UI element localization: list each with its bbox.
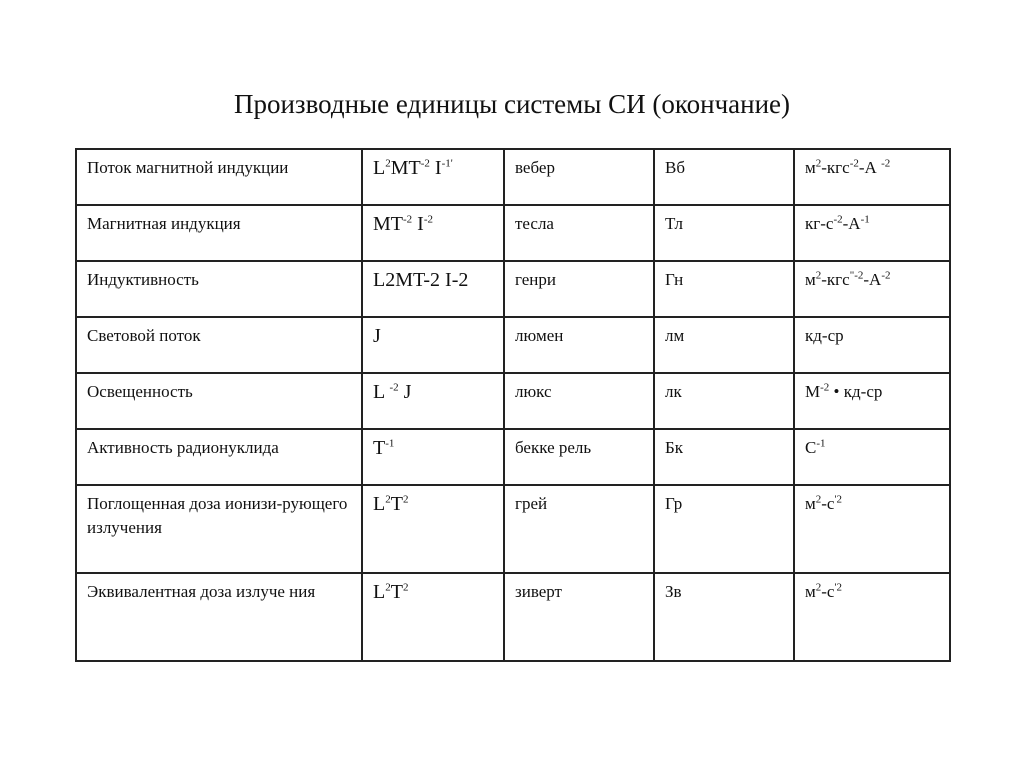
formula-text: -А (863, 270, 882, 289)
formula-text: -с (821, 582, 835, 601)
table-row (76, 317, 950, 373)
unit-expression (794, 261, 950, 317)
superscript-exponent: -2 (833, 213, 843, 226)
unit-expression (794, 149, 950, 205)
superscript-exponent: -2 (423, 213, 434, 226)
table-row (76, 149, 950, 205)
superscript-exponent: 2 (385, 157, 391, 170)
formula-text: С (805, 438, 817, 457)
quantity-name: Поток магнитной индукции (76, 149, 362, 205)
table-row (76, 573, 950, 661)
unit-name: зиверт (504, 573, 654, 661)
dimension-formula (362, 373, 504, 429)
formula-text: • кд-ср (829, 382, 883, 401)
dimension-formula (362, 149, 504, 205)
superscript-exponent: 2 (385, 493, 391, 506)
unit-symbol: Гр (654, 485, 794, 573)
formula-text: L (373, 493, 386, 515)
dimension-formula (362, 205, 504, 261)
superscript-exponent: 2 (815, 581, 822, 594)
quantity-name: Поглощенная доза ионизи-рующего излучения (76, 485, 362, 573)
table-body (76, 149, 950, 661)
superscript-exponent: 2 (815, 157, 822, 170)
dimension-formula (362, 485, 504, 573)
superscript-exponent: '2 (834, 493, 842, 506)
page-title: Производные единицы системы СИ (окончание) (233, 89, 791, 119)
quantity-name: Эквивалентная доза излуче ния (76, 573, 362, 661)
formula-text: М (805, 382, 821, 401)
superscript-exponent: -1 (385, 437, 395, 450)
formula-text: J (373, 325, 381, 347)
formula-text: L (373, 581, 386, 603)
formula-text: м (805, 270, 816, 289)
superscript-exponent: -2 (881, 157, 891, 170)
si-units-table (75, 148, 951, 662)
unit-symbol: Бк (654, 429, 794, 485)
unit-expression (794, 485, 950, 573)
unit-expression (794, 317, 950, 373)
unit-name: люмен (504, 317, 654, 373)
dimension-formula (362, 317, 504, 373)
formula-text: I (412, 213, 424, 235)
unit-name: генри (504, 261, 654, 317)
superscript-exponent: '2 (834, 581, 842, 594)
unit-symbol: Вб (654, 149, 794, 205)
superscript-exponent: 2 (402, 493, 409, 506)
superscript-exponent: "-2 (849, 269, 864, 282)
quantity-name: Магнитная индукция (76, 205, 362, 261)
unit-symbol: лм (654, 317, 794, 373)
formula-text: -А (842, 214, 861, 233)
superscript-exponent: -2 (389, 381, 399, 394)
formula-text: L (373, 381, 390, 403)
superscript-exponent: 2 (815, 269, 822, 282)
unit-name: тесла (504, 205, 654, 261)
unit-name: грей (504, 485, 654, 573)
quantity-name: Индуктивность (76, 261, 362, 317)
table-row (76, 485, 950, 573)
formula-text: J (398, 381, 412, 403)
superscript-exponent: 2 (402, 581, 409, 594)
formula-text: T (390, 493, 403, 515)
unit-expression (794, 429, 950, 485)
quantity-name: Освещенность (76, 373, 362, 429)
superscript-exponent: -2 (881, 269, 891, 282)
formula-text: MT (373, 213, 403, 235)
quantity-name: Световой поток (76, 317, 362, 373)
unit-name: люкс (504, 373, 654, 429)
formula-text: -кгс (821, 158, 850, 177)
table-row (76, 205, 950, 261)
formula-text: кг-с (805, 214, 834, 233)
table-row (76, 429, 950, 485)
superscript-exponent: 2 (385, 581, 391, 594)
unit-expression (794, 373, 950, 429)
table-row (76, 261, 950, 317)
table-row (76, 373, 950, 429)
superscript-exponent: -1 (860, 213, 870, 226)
unit-name: вебер (504, 149, 654, 205)
quantity-name: Активность радионуклида (76, 429, 362, 485)
formula-text: м (805, 494, 816, 513)
unit-symbol: лк (654, 373, 794, 429)
unit-name: бекке рель (504, 429, 654, 485)
formula-text: T (390, 581, 403, 603)
formula-text: -кгс (821, 270, 850, 289)
superscript-exponent: -2 (403, 213, 413, 226)
dimension-formula (362, 573, 504, 661)
superscript-exponent: -1' (441, 157, 453, 170)
superscript-exponent: -2 (420, 157, 430, 170)
formula-text: -А (858, 158, 882, 177)
formula-text: I (429, 157, 442, 179)
unit-symbol: Тл (654, 205, 794, 261)
superscript-exponent: -2 (820, 381, 830, 394)
unit-symbol: Гн (654, 261, 794, 317)
formula-text: L (373, 157, 386, 179)
dimension-formula (362, 261, 504, 317)
unit-symbol: Зв (654, 573, 794, 661)
superscript-exponent: -1 (816, 437, 826, 450)
unit-expression (794, 205, 950, 261)
superscript-exponent: 2 (815, 493, 822, 506)
formula-text: кд-ср (805, 326, 844, 345)
formula-text: L2MT-2 I-2 (373, 269, 469, 291)
formula-text: MT (390, 157, 421, 179)
formula-text: м (805, 582, 816, 601)
formula-text: T (373, 437, 386, 459)
formula-text: -с (821, 494, 835, 513)
superscript-exponent: -2 (849, 157, 859, 170)
dimension-formula (362, 429, 504, 485)
formula-text: м (805, 158, 816, 177)
unit-expression (794, 573, 950, 661)
